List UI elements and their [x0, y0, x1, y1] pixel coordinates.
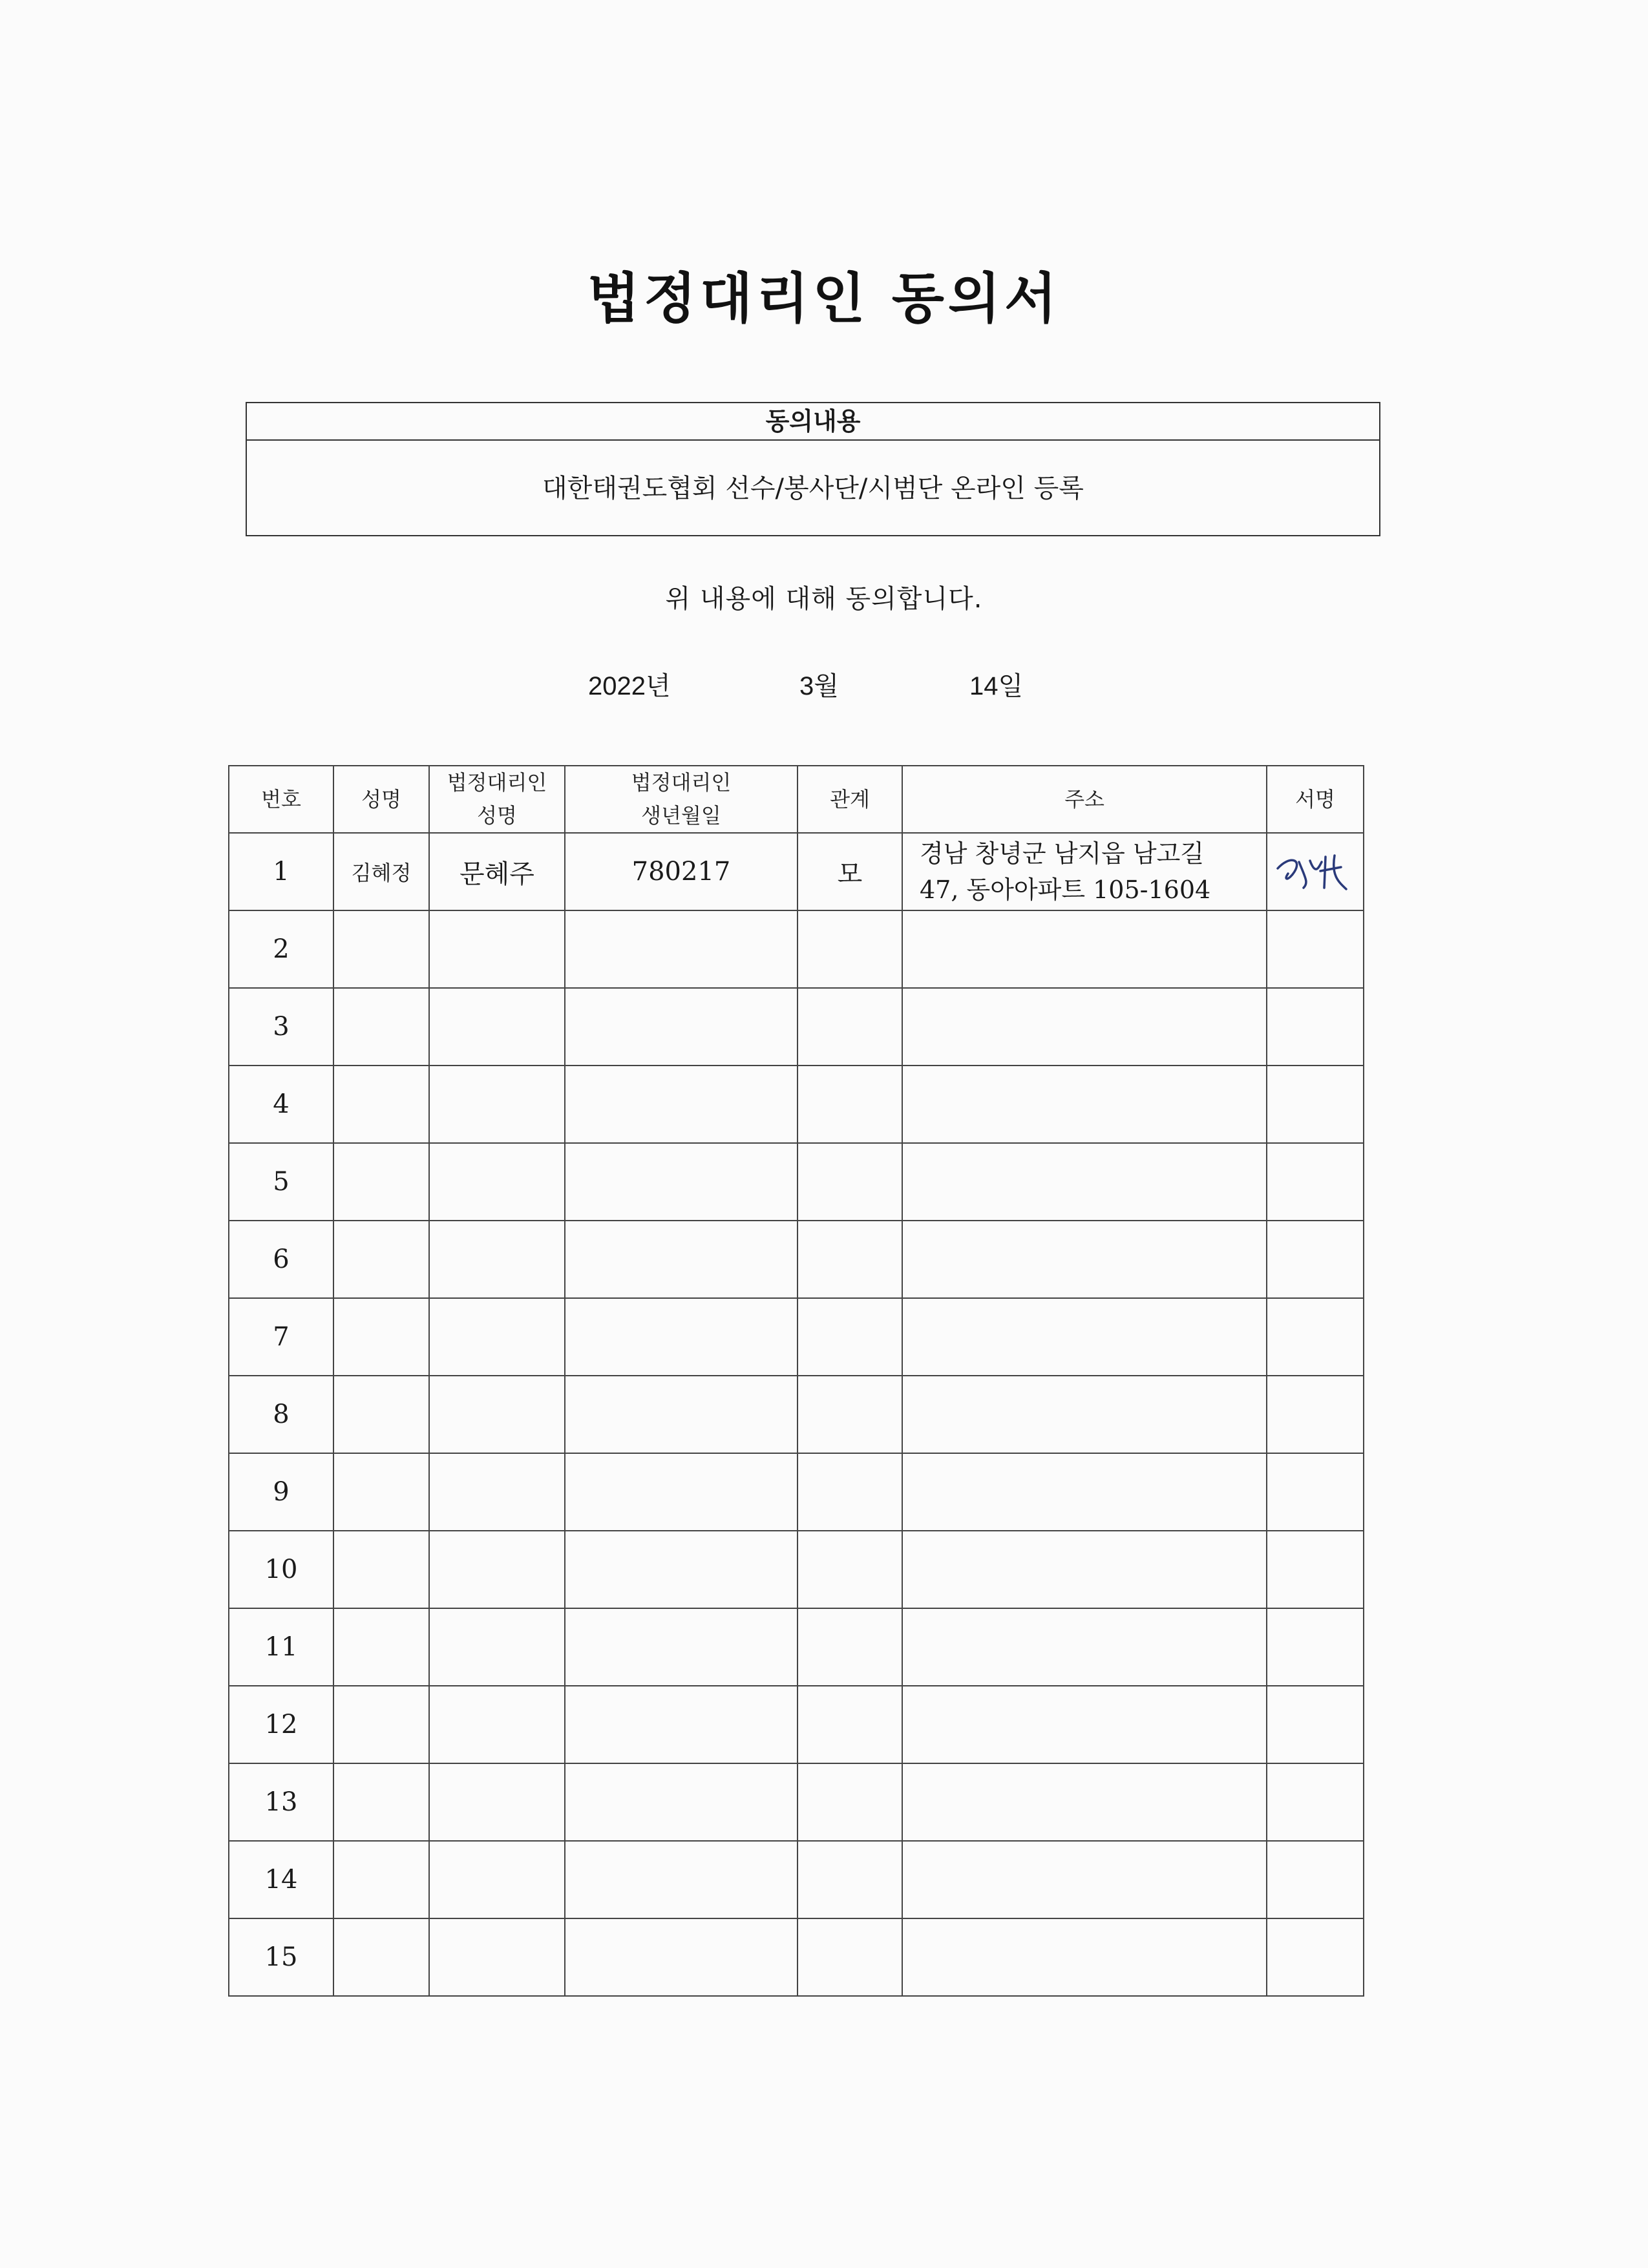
cell-guardian-birth — [565, 988, 798, 1066]
cell-no: 11 — [229, 1608, 333, 1686]
table-row — [229, 1608, 1364, 1686]
cell-guardian-birth — [565, 1763, 798, 1841]
handwritten-signature — [1270, 843, 1360, 901]
cell-relation — [798, 1298, 902, 1376]
consent-box — [246, 402, 1380, 536]
cell-relation — [798, 1841, 902, 1918]
cell-signature — [1267, 1763, 1364, 1841]
cell-signature — [1267, 988, 1364, 1066]
cell-address — [902, 1066, 1267, 1143]
cell-no: 9 — [229, 1453, 333, 1531]
cell-guardian-birth — [565, 1221, 798, 1298]
address-line-2: 47, 동아아파트 105-1604 — [920, 876, 1211, 905]
header-guardian-name: 법정대리인 성명 — [429, 766, 565, 833]
cell-relation — [798, 1066, 902, 1143]
cell-guardian-birth — [565, 1918, 798, 1996]
cell-guardian-name — [429, 1066, 565, 1143]
date-day: 14일 — [969, 672, 1024, 700]
cell-no: 5 — [229, 1143, 333, 1221]
cell-guardian-name — [429, 1608, 565, 1686]
cell-relation — [798, 1221, 902, 1298]
cell-address — [902, 833, 1267, 910]
table-row — [229, 910, 1364, 988]
cell-relation — [798, 910, 902, 988]
cell-no: 7 — [229, 1298, 333, 1376]
cell-name — [333, 1066, 429, 1143]
cell-no: 12 — [229, 1686, 333, 1763]
cell-address — [902, 1841, 1267, 1918]
document-title: 법정대리인 동의서 — [587, 267, 1061, 330]
cell-name — [333, 988, 429, 1066]
cell-no: 3 — [229, 988, 333, 1066]
cell-no: 15 — [229, 1918, 333, 1996]
cell-guardian-name — [429, 1298, 565, 1376]
cell-name — [333, 1686, 429, 1763]
cell-relation — [798, 1918, 902, 1996]
cell-no: 1 — [229, 833, 333, 910]
cell-relation — [798, 1531, 902, 1608]
table-row — [229, 1763, 1364, 1841]
cell-name — [333, 1608, 429, 1686]
agreement-statement: 위 내용에 대해 동의합니다. — [665, 584, 983, 614]
cell-name — [333, 1918, 429, 1996]
cell-relation — [798, 1763, 902, 1841]
cell-name — [333, 1143, 429, 1221]
cell-signature — [1267, 1376, 1364, 1453]
consent-content: 대한태권도협회 선수/봉사단/시범단 온라인 등록 — [542, 474, 1084, 503]
table-row — [229, 1531, 1364, 1608]
cell-relation: 모 — [798, 833, 902, 910]
cell-guardian-birth — [565, 1066, 798, 1143]
table-row — [229, 1376, 1364, 1453]
cell-name — [333, 1221, 429, 1298]
cell-guardian-birth — [565, 1841, 798, 1918]
cell-no: 2 — [229, 910, 333, 988]
cell-signature — [1267, 1841, 1364, 1918]
header-guardian-birth: 법정대리인 생년월일 — [565, 766, 798, 833]
cell-guardian-name: 문혜주 — [429, 833, 565, 910]
cell-address — [902, 1221, 1267, 1298]
table-row — [229, 1841, 1364, 1918]
cell-guardian-name — [429, 910, 565, 988]
cell-signature — [1267, 1453, 1364, 1531]
cell-guardian-birth — [565, 1686, 798, 1763]
cell-guardian-birth: 780217 — [565, 833, 798, 910]
cell-no: 14 — [229, 1841, 333, 1918]
cell-address — [902, 1143, 1267, 1221]
cell-name — [333, 1841, 429, 1918]
cell-relation — [798, 1376, 902, 1453]
cell-guardian-birth — [565, 1376, 798, 1453]
cell-guardian-birth — [565, 1608, 798, 1686]
cell-relation — [798, 988, 902, 1066]
header-address: 주소 — [902, 766, 1267, 833]
cell-signature — [1267, 1221, 1364, 1298]
cell-name — [333, 910, 429, 988]
cell-name — [333, 1453, 429, 1531]
cell-no: 4 — [229, 1066, 333, 1143]
cell-guardian-birth — [565, 1531, 798, 1608]
cell-guardian-name — [429, 1918, 565, 1996]
table-row — [229, 1686, 1364, 1763]
cell-guardian-name — [429, 1143, 565, 1221]
cell-relation — [798, 1453, 902, 1531]
table-row — [229, 1143, 1364, 1221]
cell-guardian-name — [429, 1841, 565, 1918]
cell-address — [902, 910, 1267, 988]
table-row — [229, 1066, 1364, 1143]
cell-no: 13 — [229, 1763, 333, 1841]
cell-name — [333, 1763, 429, 1841]
cell-no: 8 — [229, 1376, 333, 1453]
cell-signature — [1267, 1686, 1364, 1763]
cell-address — [902, 1763, 1267, 1841]
cell-guardian-name — [429, 1531, 565, 1608]
cell-guardian-name — [429, 1221, 565, 1298]
cell-signature — [1267, 1608, 1364, 1686]
table-row — [229, 1453, 1364, 1531]
table-row — [229, 988, 1364, 1066]
cell-address — [902, 1453, 1267, 1531]
header-no: 번호 — [229, 766, 333, 833]
cell-signature — [1267, 1066, 1364, 1143]
cell-signature — [1267, 833, 1364, 910]
cell-guardian-name — [429, 988, 565, 1066]
cell-address — [902, 1608, 1267, 1686]
cell-address — [902, 988, 1267, 1066]
cell-guardian-birth — [565, 910, 798, 988]
cell-address — [902, 1298, 1267, 1376]
cell-guardian-birth — [565, 1143, 798, 1221]
cell-address — [902, 1686, 1267, 1763]
cell-signature — [1267, 1918, 1364, 1996]
header-signature: 서명 — [1267, 766, 1364, 833]
cell-address — [902, 1918, 1267, 1996]
date-year: 2022년 — [588, 672, 671, 700]
cell-relation — [798, 1686, 902, 1763]
cell-guardian-name — [429, 1686, 565, 1763]
cell-address — [902, 1531, 1267, 1608]
table-row — [229, 1221, 1364, 1298]
cell-name: 김혜정 — [333, 833, 429, 910]
cell-name — [333, 1376, 429, 1453]
date-month: 3월 — [799, 672, 839, 700]
cell-name — [333, 1531, 429, 1608]
cell-relation — [798, 1143, 902, 1221]
cell-guardian-birth — [565, 1453, 798, 1531]
header-relation: 관계 — [798, 766, 902, 833]
table-row — [229, 1918, 1364, 1996]
cell-address — [902, 1376, 1267, 1453]
cell-guardian-name — [429, 1376, 565, 1453]
cell-guardian-birth — [565, 1298, 798, 1376]
cell-no: 10 — [229, 1531, 333, 1608]
cell-name — [333, 1298, 429, 1376]
cell-guardian-name — [429, 1763, 565, 1841]
cell-guardian-name — [429, 1453, 565, 1531]
cell-signature — [1267, 1143, 1364, 1221]
header-name: 성명 — [333, 766, 429, 833]
cell-signature — [1267, 1531, 1364, 1608]
table-header-row — [229, 766, 1364, 833]
consent-header: 동의내용 — [247, 403, 1379, 441]
address-line-1: 경남 창녕군 남지읍 남고길 — [920, 839, 1205, 868]
cell-signature — [1267, 910, 1364, 988]
cell-signature — [1267, 1298, 1364, 1376]
guardian-table — [228, 765, 1364, 1997]
table-row — [229, 833, 1364, 910]
table-row — [229, 1298, 1364, 1376]
cell-no: 6 — [229, 1221, 333, 1298]
cell-relation — [798, 1608, 902, 1686]
